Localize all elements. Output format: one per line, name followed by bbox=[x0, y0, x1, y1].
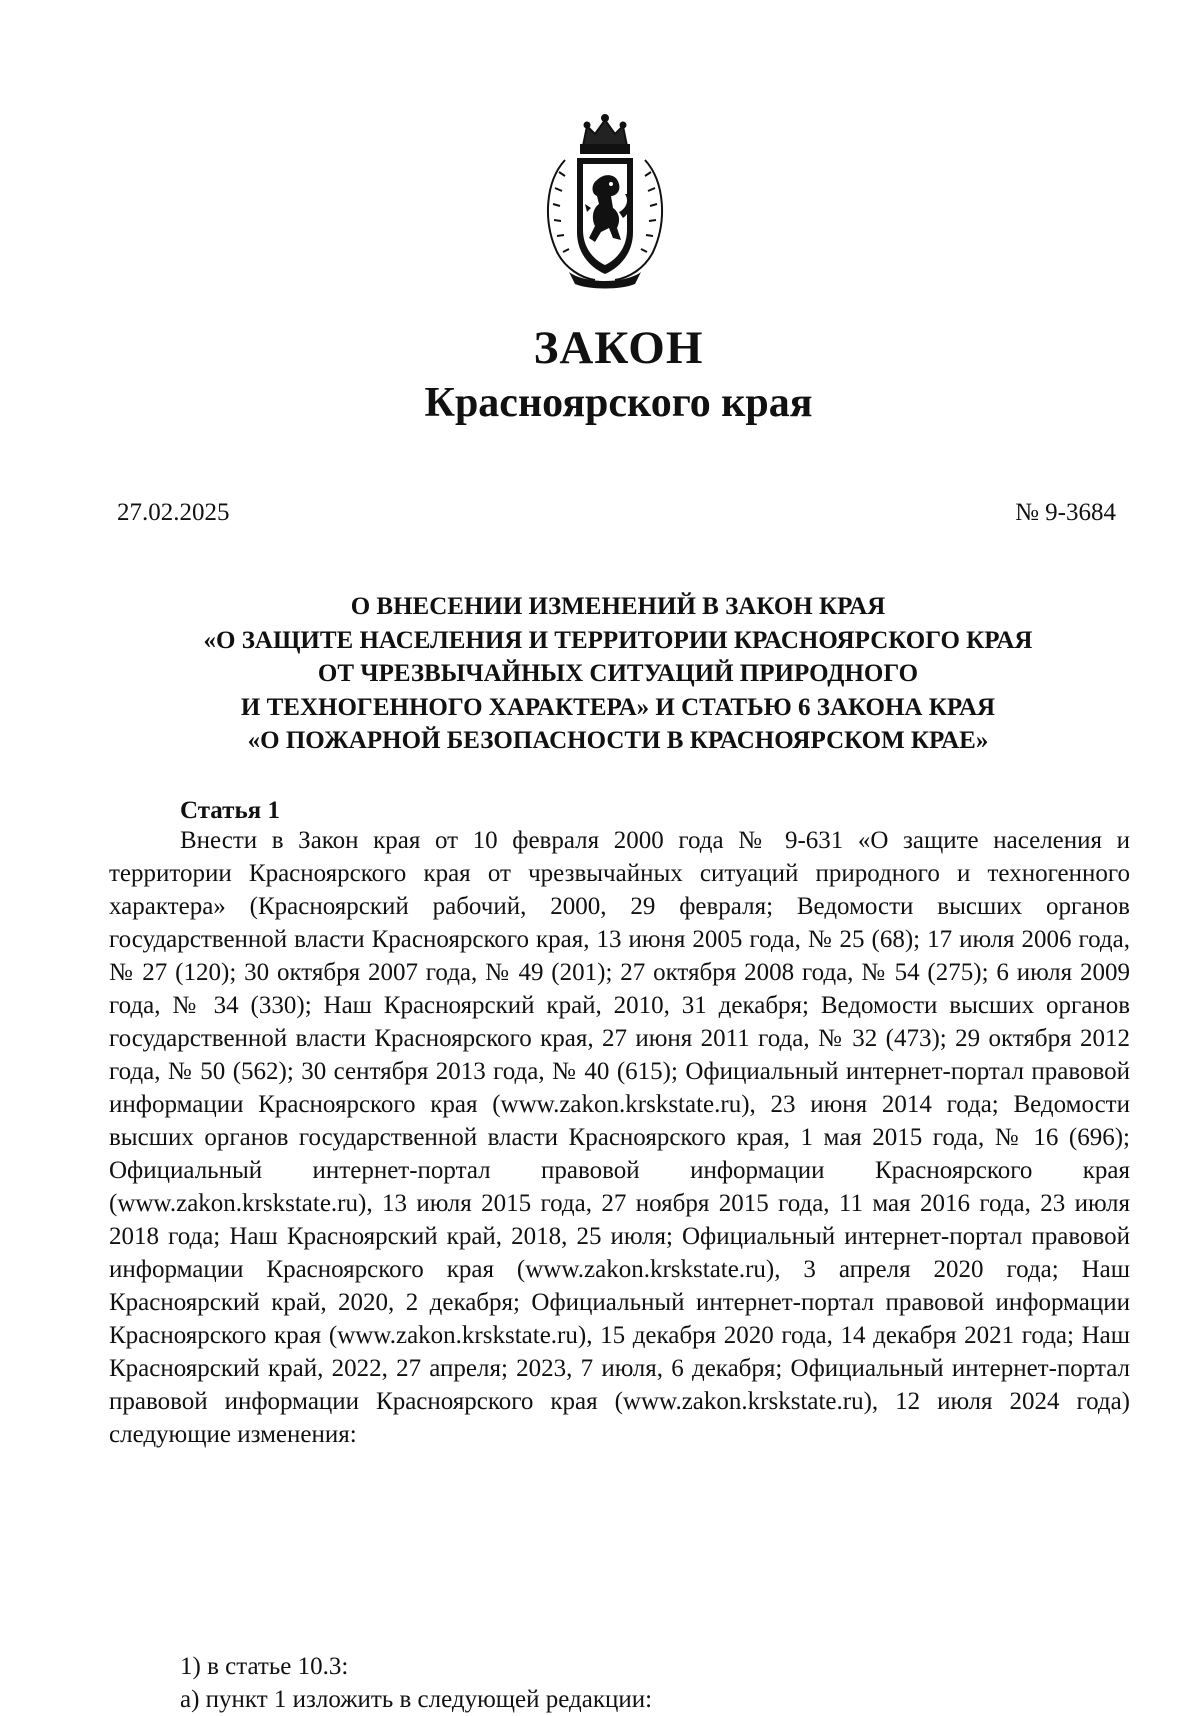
coat-of-arms-icon bbox=[535, 112, 675, 292]
heading-line: И ТЕХНОГЕННОГО ХАРАКТЕРА» И СТАТЬЮ 6 ЗАКОНА КРАЯ bbox=[240, 693, 996, 721]
law-title: ЗАКОН bbox=[533, 322, 704, 374]
heading-line: ОТ ЧРЕЗВЫЧАЙНЫХ СИТУАЦИЙ ПРИРОДНОГО bbox=[317, 660, 919, 687]
article-body bbox=[109, 824, 1130, 1451]
heading-line: О ВНЕСЕНИИ ИЗМЕНЕНИЙ В ЗАКОН КРАЯ bbox=[350, 593, 886, 620]
law-date: 27.02.2025 bbox=[117, 499, 230, 526]
heading-line: «О ЗАЩИТЕ НАСЕЛЕНИЯ И ТЕРРИТОРИИ КРАСНОЯРСКОГО КРАЯ bbox=[203, 626, 1033, 654]
document-heading bbox=[120, 590, 1116, 758]
list-item-1: 1) в статье 10.3: bbox=[180, 1653, 349, 1680]
list-item-a: а) пункт 1 изложить в следующей редакции: bbox=[180, 1686, 653, 1713]
law-subtitle: Красноярского края bbox=[424, 380, 813, 426]
article-title: Статья 1 bbox=[180, 797, 280, 824]
article-paragraph: Внести в Закон края от 10 февраля 2000 года № 9-631 «О защите населения и территории Красноярского края от чрезвычайных ситуаций природного и техногенного характера» (Красноярский рабочий, 2000, 29 февраля; Ведомости высших органов государственной власти Красноярского края, 13 июня 2005 года, № 25 (68); 17 июля 2006 года, № 27 (120); 30 октября 2007 года, № 49 (201); 27 октября 2008 года, № 54 (275); 6 июля 2009 года, № 34 (330); Наш Красноярский край, 2010, 31 декабря; Ведомости высших органов государственной власти Красноярского края, 27 июня 2011 года, № 32 (473); 29 октября 2012 года, № 50 (562); 30 сентября 2013 года, № 40 (615); Официальный интернет-портал правовой информации Красноярского края (www.zakon.krskstate.ru), 23 июня 2014 года; Ведомости высших органов государственной власти Красноярского края, 1 мая 2015 года, № 16 (696); Официальный интернет-портал правовой информации Красноярского края (www.zakon.krskstate.ru), 13 июля 2015 года, 27 ноября 2015 года, 11 мая 2016 года, 23 июля 2018 года; Наш Красноярский край, 2018, 25 июля; Официальный интернет-портал правовой информации Красноярского края (www.zakon.krskstate.ru), 3 апреля 2020 года; Наш Красноярский край, 2020, 2 декабря; Официальный интернет-портал правовой информации Красноярского края (www.zakon.krskstate.ru), 15 декабря 2020 года, 14 декабря 2021 года; Наш Красноярский край, 2022, 27 апреля; 2023, 7 июля, 6 декабря; Официальный интернет-портал правовой информации Красноярского края (www.zakon.krskstate.ru), 12 июля 2024 года) следующие изменения: bbox=[109, 827, 1130, 1448]
law-number: № 9-3684 bbox=[1015, 499, 1116, 526]
heading-line: «О ПОЖАРНОЙ БЕЗОПАСНОСТИ В КРАСНОЯРСКОМ КРАЕ» bbox=[247, 727, 989, 754]
